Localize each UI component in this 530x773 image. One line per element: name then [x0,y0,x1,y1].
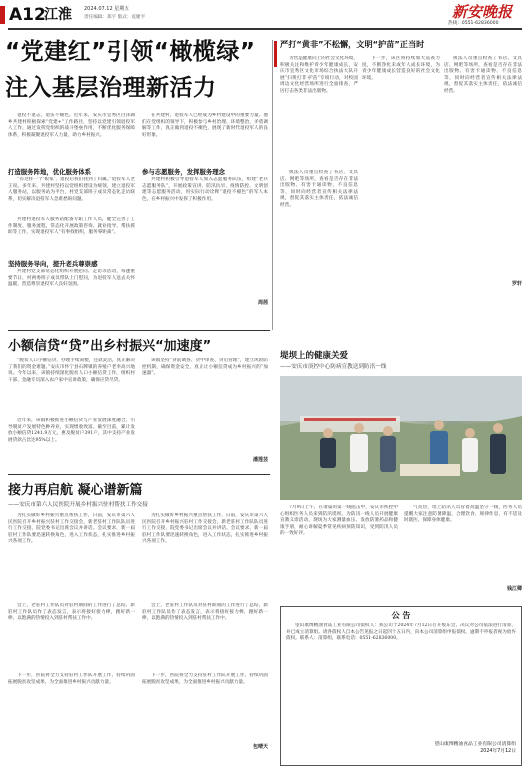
main-subhead-1: 打造服务阵地，优化服务体系 [8,168,92,176]
notice-title: 公 告 [391,611,411,620]
main-text-2b: 共建村积极引导退役军人加入志愿服务队伍，组建“老兵志愿服务队”，开展政策宣讲、防汛抗旱、疫情防控、文明创建等志愿服务活动，用实际行动诠释“退役不褪色”的军人本色，在乡村振兴中发挥了积极作用。 [142,177,268,202]
sidebar-col1 [280,56,358,326]
third-headline: 接力再启航 凝心谱新篇 [8,483,143,498]
second-text-b: 近年来，该镇积极推进小额信贷与产业发展深度融合，引导脱贫户发展特色种养业，实现增收致富。截至目前，累计发放小额信贷1241.9万元，惠及脱贫户391户，其中支持产业发展贷款占比达95%以上。 [8,418,135,443]
notice-body: 望山康博精油食品工业有限公司债权人：我公司于2024年7月12日召开股东会，决议对公司依法进行清算，并已成立清算组。请各债权人自本公告见报之日起四十五日内，向本公司清算组申报债权，逾期不申报者视为放弃债权。联系人：清算组，联系电话：0551-62836000。 [286,623,516,642]
main-author: 周茜 [257,300,268,306]
third-text-c2: 下一步，医院将全力支持驻村工作队开展工作，持续巩固拓展脱贫攻坚成果，为全面推进乡村振兴贡献力量。 [142,673,268,685]
header-accent-bar [0,6,5,24]
notice-box [280,606,522,766]
header-rule [8,28,522,30]
second-col2 [142,358,268,470]
third-text-a: 为扎实做好乡村振兴重点帮扶工作，日前，安庆市第六人民医院召开乡村振兴驻村工作交接会，新老驻村工作队队员进行工作交接，院党委书记出席会议并讲话。会议要求，新一届驻村工作队要迅速转换角色，进入工作状态，扎实推进乡村振兴各项工作。 [8,513,135,545]
main-bottom-rule [8,330,270,331]
main-text-1a: “有这样一个‘娘家’，退役后我们找到了归属。”退役军人老王说。多年来，共建村坚持以党组织建设为统领，建立退役军人服务站，以服务站为平台，村党支部班子成员常态化走访联系，切实解决退役军人急难愁盼问题。 [8,177,135,202]
third-col2 [142,513,268,768]
section-name: 江淮 [44,7,72,23]
main-headline-line2: 注入基层治理新活力 [5,75,217,101]
sidebar-divider [272,40,273,330]
levee-health-photo [280,376,522,500]
sidebar-text-b: 执法人员重点检查了书店、文具店、网吧等场所，查看是否存在非法出版物、有害卡通读物、不良信息等，同时向经营者宣传相关法律法规，督促其落实主体责任，依法诚信经营。 [280,170,358,208]
third-col1 [8,513,135,768]
main-text-1b: 共建村退役军人服务站配备专职工作人员，健全完善了工作制度、服务流程，常态化开展政策咨询、就业指导、帮扶援助等工作，实现退役军人“有事找组织，服务零距离”。 [8,217,135,236]
main-headline-line1: “党建红”引领“橄榄绿” [5,39,256,65]
photo-caption-col1 [280,505,398,595]
second-text-c: 该镇坚持“贷前调查、贷中审查、贷后管理”，建立风险防控机制，确保资金安全，真正让小额信贷成为乡村振兴的“加速器”。 [142,358,268,377]
photo-caption-b: 气炎热，堤上防汛人员冒着高温坚守一线，医务人员提醒大家注意防暑降温、合理饮食、规律作息，有不适及时就医，保障身体健康。 [404,505,522,524]
sidebar-title: 严打“黄非”不松懈，文明“护苗”正当时 [280,39,425,49]
main-article-col1 [8,113,135,325]
photo-feature-author: 钱江卿 [506,586,522,592]
main-article-col2 [142,113,268,325]
photo-caption-a: 7月9日上午，在请篇的第一线阻击中，安庆市疾控中心组织医务人员来到防汛堤坝，为防汛一线人员开展健康宣教义诊活动，现场为大家测量血压、发放防暑药品和健康手册，耐心讲解夏季常见疾病预防知识，受到防汛人员的一致好评。 [280,505,398,537]
main-text-1c: 共建村党支部常态化组织开展慰问、走访等活动，每逢重要节日，村两委班子成员带队上门慰问，为退役军人送去关怀温暖，营造尊崇退役军人良好氛围。 [8,269,135,288]
hotline: 热线：0551-62836000 [448,21,499,26]
sidebar-col3 [444,56,522,326]
notice-company: 望山康博精油食品工业有限公司清算组 [434,742,516,747]
notice-date: 2024年7月12日 [480,749,516,754]
second-headline: 小额信贷“贷”出乡村振兴“加速度” [8,339,212,354]
sidebar-text-a: 为营造健康向上的社会文化环境，积极关注和维护青少年健康成长，安庆市宜秀区文化市场综合执法大队开展“扫黄打非·护苗”专项行动，对校园周边文化经营场所进行全面排查，严厉打击各类非法出版物。 [280,56,358,94]
main-text-2a: 在共建村，退役军人已经成为乡村建设中的重要力量。他们在党组织的领导下，积极参与乡村治理、环境整治、矛盾调解等工作，真正做到退役不褪色，展现了新时代退役军人的良好形象。 [142,113,268,138]
page-code: A12 [9,5,46,25]
main-subhead-3: 参与志愿服务，发挥服务理念 [142,168,226,176]
second-author: 潘莲芸 [252,457,268,463]
sidebar-text-c: 下一步，该区将持续加大巡查力度，不断净化未成年人成长环境，为青少年健康成长营造良好的社会文化环境。 [362,56,440,81]
main-lead: 退役不退志，退伍不褪色。近年来，安庆市宜秀区白泽湖乡共建村积极探索“党建+”工作路径，坚持以党建引领退役军人工作，通过发挥党组织的战斗堡垒作用，不断优化服务保障体系，积极凝聚退役军人力量，助力乡村振兴。 [8,113,135,138]
second-text-a: “脱贫人口小额信贷，办理手续简便，还款灵活，真正解决了我们的资金难题。”安庆市怀宁县石牌镇的养殖户老李高兴地说。今年以来，该镇持续深化脱贫人口小额信贷工作，组织村干部、金融专员深入农户家中宣讲政策，确保应贷尽贷。 [8,358,135,383]
photo-feature-title: 堤坝上的健康关爱 [280,351,349,361]
sidebar-col2 [362,56,440,326]
issue-date: 2024.07.12 星期五 [84,6,130,12]
editors-line: 责任编辑：郑宇 版式：袁婕平 [84,15,146,20]
third-author: 包晴天 [252,744,268,750]
third-text-a2: 为扎实做好乡村振兴重点帮扶工作，日前，安庆市第六人民医院召开乡村振兴驻村工作交接会，新老驻村工作队队员进行工作交接，院党委书记出席会议并讲话。会议要求，新一届驻村工作队要迅速转换角色，进入工作状态，扎实推进乡村振兴各项工作。 [142,513,268,545]
third-text-b2: 会上，老驻村工作队员对驻村期间的工作进行了总结，新驻村工作队员作了表态发言，表示将接好接力棒，跑好新一棒，以饱满的热情投入到驻村帮扶工作中。 [142,603,268,622]
photo-feature-subtitle: ——安庆市庚控中心防病宣教送到防汛一线 [280,364,387,370]
second-bottom-rule [8,474,270,475]
sidebar-text-b2: 执法人员重点检查了书店、文具店、网吧等场所，查看是否存在非法出版物、有害卡通读物、不良信息等，同时向经营者宣传相关法律法规，督促其落实主体责任，依法诚信经营。 [444,56,522,94]
photo-caption-col2 [404,505,522,595]
sidebar-accent [274,41,277,67]
newspaper-logo: 新安晚报 [452,3,513,21]
sidebar-author: 罗轩 [511,281,522,287]
third-text-c: 下一步，医院将全力支持驻村工作队开展工作，持续巩固拓展脱贫攻坚成果，为全面推进乡村振兴贡献力量。 [8,673,135,685]
second-col1 [8,358,135,470]
page-header [0,0,530,30]
main-subhead-2: 坚持服务导向，提升老兵尊崇感 [8,260,98,268]
third-subtitle: ——安庆市第六人民医院开展乡村振兴驻村帮扶工作交接 [8,502,148,508]
third-text-b: 会上，老驻村工作队员对驻村期间的工作进行了总结，新驻村工作队员作了表态发言，表示将接好接力棒，跑好新一棒，以饱满的热情投入到驻村帮扶工作中。 [8,603,135,622]
